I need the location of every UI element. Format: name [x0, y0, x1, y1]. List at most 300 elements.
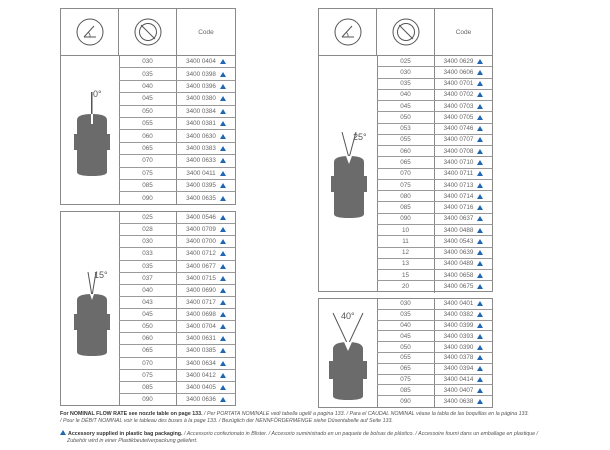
table-row	[119, 285, 235, 297]
table-row	[377, 180, 492, 191]
nozzle-code	[177, 236, 235, 247]
table-row	[377, 364, 492, 375]
table-row	[119, 224, 235, 236]
nozzle-size: 045	[377, 331, 435, 341]
nozzle-size: 20	[377, 281, 435, 292]
nozzle-size: 060	[377, 146, 435, 156]
nozzle-size: 060	[119, 333, 177, 344]
nozzle-code	[435, 236, 492, 246]
angle-label: 0°	[93, 89, 102, 99]
code-value: 3400 0716	[443, 204, 474, 212]
nozzle-0deg-icon	[73, 92, 111, 178]
angle-label: 40°	[341, 311, 355, 321]
code-value: 3400 0412	[186, 371, 216, 379]
table-row	[119, 394, 235, 406]
nozzle-code	[177, 192, 235, 204]
accessory-triangle-icon	[220, 264, 226, 269]
accessory-triangle-icon	[477, 355, 483, 360]
table-row	[119, 130, 235, 142]
code-value: 3400 0703	[443, 102, 474, 110]
diameter-header-cell	[119, 9, 177, 55]
nozzle-code	[435, 112, 492, 122]
nozzle-size: 040	[377, 321, 435, 331]
code-value: 3400 0702	[443, 91, 474, 99]
table-row	[119, 81, 235, 93]
nozzle-code	[177, 212, 235, 223]
code-value: 3400 0488	[443, 226, 474, 234]
table-row	[119, 236, 235, 248]
table-row	[377, 321, 492, 332]
table-row	[119, 68, 235, 80]
nozzle-size: 090	[119, 394, 177, 406]
accessory-triangle-icon	[220, 59, 226, 64]
nozzle-size: 075	[119, 168, 177, 179]
nozzle-code	[435, 169, 492, 179]
code-value: 3400 0639	[443, 249, 474, 257]
code-value: 3400 0401	[443, 300, 474, 308]
table-row	[377, 157, 492, 168]
nozzle-rows	[119, 212, 235, 405]
table-row	[119, 93, 235, 105]
table-row	[377, 79, 492, 90]
table-row	[119, 192, 235, 204]
nozzle-code	[435, 101, 492, 111]
spray-angle-icon	[75, 17, 105, 47]
nozzle-code	[435, 364, 492, 374]
code-value: 3400 0382	[443, 311, 474, 319]
nozzle-code	[177, 155, 235, 166]
code-value: 3400 0637	[443, 215, 474, 223]
code-value: 3400 0546	[186, 214, 216, 222]
nozzle-size: 025	[119, 212, 177, 223]
table-row	[377, 56, 492, 67]
code-value: 3400 0606	[443, 68, 474, 76]
nozzle-size: 11	[377, 236, 435, 246]
nozzle-code	[177, 273, 235, 284]
nozzle-code	[177, 118, 235, 129]
accessory-triangle-icon	[220, 134, 226, 139]
table-row	[377, 342, 492, 353]
nozzle-size: 030	[119, 56, 177, 67]
accessory-triangle-icon	[477, 273, 483, 278]
nozzle-image-cell	[319, 56, 378, 291]
accessory-triangle-icon	[220, 251, 226, 256]
accessory-triangle-icon	[477, 301, 483, 306]
nozzle-40deg-icon	[327, 309, 369, 401]
accessory-triangle-icon	[220, 121, 226, 126]
nozzle-size: 050	[377, 342, 435, 352]
accessory-triangle-icon	[60, 430, 66, 435]
table-row	[119, 212, 235, 224]
diameter-header-cell	[377, 9, 435, 55]
code-value: 3400 0378	[443, 354, 474, 362]
accessory-triangle-icon	[220, 300, 226, 305]
accessory-triangle-icon	[477, 312, 483, 317]
nozzle-code	[435, 353, 492, 363]
table-row	[377, 225, 492, 236]
nozzle-code	[435, 191, 492, 201]
code-value: 3400 0405	[186, 383, 216, 391]
nozzle-size: 033	[119, 248, 177, 259]
accessory-triangle-icon	[477, 149, 483, 154]
code-value: 3400 0393	[443, 332, 474, 340]
table-row	[119, 180, 235, 192]
accessory-triangle-icon	[220, 215, 226, 220]
nozzle-size: 070	[119, 358, 177, 369]
accessory-triangle-icon	[220, 72, 226, 77]
table-row	[119, 358, 235, 370]
nozzle-rows	[377, 299, 492, 407]
table-row	[377, 146, 492, 157]
code-value: 3400 0383	[186, 145, 216, 153]
code-value: 3400 0710	[443, 159, 474, 167]
nozzle-code	[177, 333, 235, 344]
nozzle-size: 085	[119, 180, 177, 191]
accessory-triangle-icon	[220, 171, 226, 176]
code-value: 3400 0690	[186, 286, 216, 294]
accessory-triangle-icon	[220, 183, 226, 188]
accessory-triangle-icon	[220, 196, 226, 201]
accessory-triangle-icon	[220, 336, 226, 341]
code-value: 3400 0708	[443, 147, 474, 155]
nozzle-code	[177, 81, 235, 92]
angle-label: 15°	[94, 270, 108, 280]
code-value: 3400 0705	[443, 113, 474, 121]
accessory-triangle-icon	[477, 334, 483, 339]
code-value: 3400 0543	[443, 237, 474, 245]
code-value: 3400 0677	[186, 262, 216, 270]
nozzle-size: 090	[119, 192, 177, 204]
code-value: 3400 0396	[186, 83, 216, 91]
nozzle-code	[177, 93, 235, 104]
nozzle-rows	[377, 56, 492, 291]
nozzle-size: 035	[119, 261, 177, 272]
accessory-triangle-icon	[477, 171, 483, 176]
nozzle-size: 050	[377, 112, 435, 122]
accessory-triangle-icon	[477, 137, 483, 142]
code-value: 3400 0631	[186, 335, 216, 343]
nozzle-image-cell	[61, 56, 120, 204]
angle-label: 25°	[353, 132, 367, 142]
nozzle-size: 065	[377, 157, 435, 167]
table-row	[377, 67, 492, 78]
table-row	[119, 321, 235, 333]
nozzle-code	[177, 358, 235, 369]
nozzle-code	[435, 321, 492, 331]
nozzle-size: 075	[377, 375, 435, 385]
nozzle-code	[435, 202, 492, 212]
table-row	[377, 385, 492, 396]
table-row	[119, 309, 235, 321]
accessory-triangle-icon	[220, 312, 226, 317]
table-row	[119, 382, 235, 394]
nozzle-code	[435, 79, 492, 89]
accessory-triangle-icon	[477, 239, 483, 244]
nozzle-size: 035	[119, 68, 177, 79]
accessory-triangle-icon	[477, 160, 483, 165]
table-row	[119, 333, 235, 345]
nozzle-size-icon	[133, 17, 163, 47]
footnote-accessory	[60, 430, 560, 445]
code-header: Code	[198, 28, 214, 36]
table-row	[377, 310, 492, 321]
table-row	[377, 214, 492, 225]
nozzle-code	[435, 342, 492, 352]
code-value: 3400 0712	[186, 250, 216, 258]
nozzle-size: 043	[119, 297, 177, 308]
table-row	[377, 112, 492, 123]
accessory-triangle-icon	[477, 81, 483, 86]
nozzle-rows	[119, 56, 235, 204]
code-value: 3400 0634	[186, 359, 216, 367]
nozzle-code	[435, 375, 492, 385]
nozzle-size: 053	[377, 124, 435, 134]
nozzle-code	[435, 331, 492, 341]
nozzle-size: 085	[377, 202, 435, 212]
nozzle-code	[177, 224, 235, 235]
nozzle-size: 037	[119, 273, 177, 284]
nozzle-code	[177, 106, 235, 117]
table-row	[119, 118, 235, 130]
table-row	[377, 101, 492, 112]
code-value: 3400 0635	[186, 195, 216, 203]
angle-header-cell	[319, 9, 377, 55]
nozzle-code	[435, 146, 492, 156]
accessory-triangle-icon	[220, 146, 226, 151]
nozzle-code	[435, 299, 492, 309]
nozzle-size: 10	[377, 225, 435, 235]
nozzle-code	[177, 248, 235, 259]
code-value: 3400 0404	[186, 58, 216, 66]
table-row	[119, 143, 235, 155]
accessory-triangle-icon	[220, 109, 226, 114]
accessory-triangle-icon	[220, 239, 226, 244]
code-value: 3400 0707	[443, 136, 474, 144]
table-row	[119, 370, 235, 382]
nozzle-code	[177, 261, 235, 272]
table-row	[377, 124, 492, 135]
nozzle-code	[177, 180, 235, 191]
accessory-note-translations-2: Zubehör wird in einer Plastikbeutelverpackung geliefert.	[67, 438, 198, 444]
nozzle-size: 050	[119, 106, 177, 117]
nozzle-size: 085	[377, 385, 435, 395]
nozzle-size: 075	[119, 370, 177, 381]
table-row	[377, 259, 492, 270]
nozzle-size: 065	[119, 143, 177, 154]
nozzle-size: 050	[119, 321, 177, 332]
nozzle-size: 15	[377, 270, 435, 280]
nozzle-code	[435, 385, 492, 395]
table-row	[377, 281, 492, 292]
table-row	[377, 135, 492, 146]
code-value: 3400 0713	[443, 181, 474, 189]
nozzle-size: 12	[377, 248, 435, 258]
nozzle-code	[177, 168, 235, 179]
accessory-triangle-icon	[220, 288, 226, 293]
table-row	[119, 345, 235, 357]
nozzle-code	[435, 281, 492, 292]
nozzle-size: 035	[377, 310, 435, 320]
nozzle-code	[177, 370, 235, 381]
accessory-triangle-icon	[477, 399, 483, 404]
table-row	[377, 202, 492, 213]
table-row	[377, 353, 492, 364]
code-value: 3400 0638	[443, 398, 474, 406]
code-value: 3400 0384	[186, 107, 216, 115]
nozzle-size: 055	[377, 353, 435, 363]
nozzle-code	[177, 297, 235, 308]
code-value: 3400 0394	[443, 365, 474, 373]
accessory-triangle-icon	[477, 261, 483, 266]
nozzle-size: 13	[377, 259, 435, 269]
accessory-triangle-icon	[477, 228, 483, 233]
table-row	[377, 191, 492, 202]
nozzle-size: 030	[377, 67, 435, 77]
angle-header-cell	[61, 9, 119, 55]
code-value: 3400 0380	[186, 95, 216, 103]
code-value: 3400 0704	[186, 323, 216, 331]
flow-rate-note-translations: / Per PORTATA NOMINALE vedi tabella ugelli a pagina 133. / Para el CAUDAL NOMINAL véase la tabla de las boquillas en la página 133.	[202, 411, 529, 417]
accessory-triangle-icon	[220, 373, 226, 378]
nozzle-size: 070	[119, 155, 177, 166]
table-row	[377, 90, 492, 101]
flow-rate-note-bold: For NOMINAL FLOW RATE see nozzle table on page 133.	[60, 411, 203, 417]
nozzle-15deg-icon	[73, 272, 111, 358]
table-row	[119, 297, 235, 309]
accessory-triangle-icon	[477, 126, 483, 131]
accessory-triangle-icon	[477, 388, 483, 393]
nozzle-size-icon	[391, 17, 421, 47]
nozzle-size: 055	[119, 118, 177, 129]
code-value: 3400 0407	[443, 386, 474, 394]
nozzle-size: 090	[377, 396, 435, 407]
nozzle-size: 055	[377, 135, 435, 145]
code-value: 3400 0390	[443, 343, 474, 351]
nozzle-code	[435, 124, 492, 134]
accessory-triangle-icon	[477, 323, 483, 328]
code-value: 3400 0714	[443, 192, 474, 200]
code-value: 3400 0636	[186, 396, 216, 404]
nozzle-code	[435, 90, 492, 100]
nozzle-size: 045	[119, 309, 177, 320]
nozzle-size: 090	[377, 214, 435, 224]
nozzle-code	[435, 310, 492, 320]
accessory-triangle-icon	[220, 397, 226, 402]
code-value: 3400 0709	[186, 226, 216, 234]
accessory-triangle-icon	[220, 96, 226, 101]
code-value: 3400 0398	[186, 70, 216, 78]
accessory-triangle-icon	[477, 377, 483, 382]
table-row	[377, 236, 492, 247]
nozzle-table-25deg	[318, 55, 493, 292]
nozzle-size: 060	[119, 130, 177, 141]
nozzle-image-cell	[319, 299, 378, 407]
code-value: 3400 0414	[443, 375, 474, 383]
nozzle-code	[435, 248, 492, 258]
accessory-triangle-icon	[477, 115, 483, 120]
nozzle-size: 065	[119, 345, 177, 356]
accessory-triangle-icon	[220, 324, 226, 329]
accessory-triangle-icon	[220, 84, 226, 89]
accessory-triangle-icon	[477, 366, 483, 371]
code-value: 3400 0399	[443, 321, 474, 329]
nozzle-code	[177, 285, 235, 296]
nozzle-size: 030	[119, 236, 177, 247]
nozzle-image-cell	[61, 212, 120, 405]
accessory-triangle-icon	[477, 284, 483, 289]
accessory-triangle-icon	[477, 205, 483, 210]
nozzle-code	[177, 309, 235, 320]
nozzle-size: 075	[377, 180, 435, 190]
table-row	[119, 248, 235, 260]
spray-angle-icon	[333, 17, 363, 47]
table-header-right	[318, 8, 493, 56]
accessory-triangle-icon	[220, 348, 226, 353]
accessory-triangle-icon	[477, 59, 483, 64]
code-value: 3400 0715	[186, 274, 216, 282]
code-value: 3400 0489	[443, 260, 474, 268]
code-value: 3400 0717	[186, 298, 216, 306]
accessory-triangle-icon	[477, 92, 483, 97]
nozzle-size: 040	[119, 285, 177, 296]
table-row	[119, 155, 235, 167]
code-value: 3400 0385	[186, 347, 216, 355]
nozzle-size: 085	[119, 382, 177, 393]
nozzle-size: 070	[377, 169, 435, 179]
accessory-note-translations: / Accessorio confezionato in Blister. / Accesorio suministrado en un paquete de bolsas de plástico. / Accessoire fourni dans un emballage en plastique /	[182, 431, 538, 437]
nozzle-code	[435, 270, 492, 280]
accessory-triangle-icon	[220, 227, 226, 232]
code-value: 3400 0746	[443, 125, 474, 133]
table-row	[377, 396, 492, 407]
nozzle-size: 045	[377, 101, 435, 111]
nozzle-code	[177, 321, 235, 332]
nozzle-code	[435, 225, 492, 235]
accessory-triangle-icon	[477, 70, 483, 75]
code-value: 3400 0411	[186, 169, 216, 177]
accessory-triangle-icon	[220, 158, 226, 163]
accessory-triangle-icon	[477, 250, 483, 255]
table-row	[377, 299, 492, 310]
nozzle-table-40deg	[318, 298, 493, 408]
table-row	[119, 273, 235, 285]
nozzle-table-15deg	[60, 211, 236, 406]
table-row	[119, 168, 235, 180]
accessory-triangle-icon	[220, 276, 226, 281]
accessory-triangle-icon	[477, 183, 483, 188]
nozzle-code	[435, 214, 492, 224]
nozzle-code	[177, 130, 235, 141]
code-value: 3400 0701	[443, 80, 474, 88]
code-value: 3400 0698	[186, 311, 216, 319]
code-value: 3400 0630	[186, 132, 216, 140]
nozzle-code	[435, 259, 492, 269]
table-row	[377, 169, 492, 180]
code-value: 3400 0711	[443, 170, 474, 178]
code-value: 3400 0658	[443, 271, 474, 279]
nozzle-size: 040	[377, 90, 435, 100]
nozzle-size: 030	[377, 299, 435, 309]
table-row	[119, 106, 235, 118]
nozzle-code	[177, 382, 235, 393]
nozzle-code	[435, 157, 492, 167]
nozzle-code	[435, 180, 492, 190]
accessory-note-bold: Accessory supplied in plastic bag packaging.	[68, 431, 183, 437]
table-row	[377, 375, 492, 386]
nozzle-code	[435, 135, 492, 145]
accessory-triangle-icon	[220, 361, 226, 366]
nozzle-code	[177, 56, 235, 67]
